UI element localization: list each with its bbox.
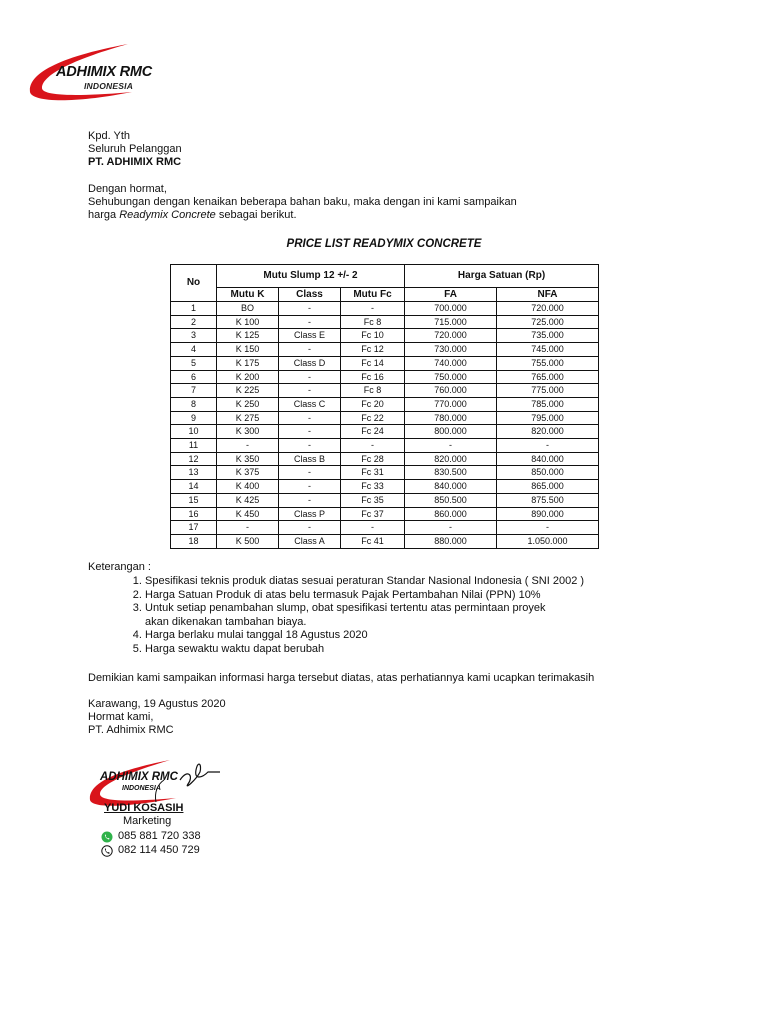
- cell-price-fa: 780.000: [405, 411, 497, 425]
- table-row: [171, 329, 599, 343]
- cell-price-nfa: 725.000: [497, 315, 599, 329]
- cell-class: Class C: [279, 397, 341, 411]
- intro-line-1: Sehubungan dengan kenaikan beberapa bahan baku, maka dengan ini kami sampaikan: [88, 196, 517, 208]
- cell-mutu-fc: Fc 12: [341, 343, 405, 357]
- price-list-title: PRICE LIST READYMIX CONCRETE: [286, 238, 482, 250]
- cell-price-fa: 800.000: [405, 425, 497, 439]
- cell-no: 9: [171, 411, 217, 425]
- cell-mutu-fc: Fc 14: [341, 356, 405, 370]
- note-item-continuation: akan dikenakan tambahan biaya.: [145, 615, 307, 628]
- cell-no: 17: [171, 521, 217, 535]
- signer-role: Marketing: [123, 815, 172, 827]
- cell-class: -: [279, 521, 341, 535]
- cell-mutu-fc: Fc 31: [341, 466, 405, 480]
- cell-no: 3: [171, 329, 217, 343]
- table-row: [171, 480, 599, 494]
- table-row: [171, 521, 599, 535]
- cell-mutu-fc: Fc 35: [341, 493, 405, 507]
- cell-price-fa: 740.000: [405, 356, 497, 370]
- cell-no: 2: [171, 315, 217, 329]
- note-item: 5. Harga sewaktu waktu dapat berubah: [145, 643, 625, 657]
- cell-no: 18: [171, 534, 217, 548]
- company-logo-subtitle: INDONESIA: [84, 81, 134, 91]
- cell-price-nfa: 850.000: [497, 466, 599, 480]
- cell-no: 10: [171, 425, 217, 439]
- signature-stamp-name: ADHIMIX RMC: [100, 771, 178, 783]
- cell-no: 16: [171, 507, 217, 521]
- cell-mutu-k: K 375: [217, 466, 279, 480]
- cell-mutu-k: K 100: [217, 315, 279, 329]
- recipient-line-2: Seluruh Pelanggan: [88, 143, 182, 155]
- cell-mutu-k: K 200: [217, 370, 279, 384]
- whatsapp-icon: [101, 831, 113, 843]
- table-row: [171, 302, 599, 316]
- cell-class: Class B: [279, 452, 341, 466]
- cell-mutu-fc: Fc 16: [341, 370, 405, 384]
- cell-class: -: [279, 315, 341, 329]
- whatsapp-number: 085 881 720 338: [118, 830, 201, 842]
- company-logo-name: ADHIMIX RMC: [56, 64, 153, 80]
- cell-no: 15: [171, 493, 217, 507]
- cell-class: -: [279, 425, 341, 439]
- cell-class: -: [279, 370, 341, 384]
- cell-mutu-fc: Fc 22: [341, 411, 405, 425]
- cell-price-nfa: 720.000: [497, 302, 599, 316]
- cell-no: 4: [171, 343, 217, 357]
- table-row: [171, 370, 599, 384]
- cell-no: 1: [171, 302, 217, 316]
- cell-price-nfa: 1.050.000: [497, 534, 599, 548]
- cell-price-nfa: 785.000: [497, 397, 599, 411]
- cell-price-nfa: 840.000: [497, 452, 599, 466]
- cell-class: -: [279, 343, 341, 357]
- cell-price-nfa: -: [497, 521, 599, 535]
- cell-class: -: [279, 466, 341, 480]
- cell-class: Class E: [279, 329, 341, 343]
- cell-price-fa: 730.000: [405, 343, 497, 357]
- col-header-no: No: [171, 265, 217, 302]
- cell-mutu-k: K 225: [217, 384, 279, 398]
- cell-mutu-k: K 500: [217, 534, 279, 548]
- intro-line-2-post: sebagai berikut.: [215, 209, 297, 221]
- cell-no: 12: [171, 452, 217, 466]
- cell-price-nfa: 820.000: [497, 425, 599, 439]
- intro-line-2-pre: harga: [88, 209, 120, 221]
- cell-mutu-k: K 450: [217, 507, 279, 521]
- table-row: [171, 356, 599, 370]
- cell-class: -: [279, 384, 341, 398]
- cell-price-nfa: 735.000: [497, 329, 599, 343]
- recipient-company: PT. ADHIMIX RMC: [88, 156, 182, 168]
- intro-product-name: Readymix Concrete: [119, 209, 216, 221]
- cell-mutu-k: K 150: [217, 343, 279, 357]
- cell-price-nfa: 765.000: [497, 370, 599, 384]
- cell-price-fa: 760.000: [405, 384, 497, 398]
- cell-no: 7: [171, 384, 217, 398]
- cell-price-nfa: -: [497, 439, 599, 453]
- cell-mutu-k: K 425: [217, 493, 279, 507]
- cell-mutu-fc: Fc 37: [341, 507, 405, 521]
- cell-price-nfa: 865.000: [497, 480, 599, 494]
- cell-mutu-k: K 250: [217, 397, 279, 411]
- note-item: [145, 602, 625, 629]
- cell-mutu-k: -: [217, 439, 279, 453]
- cell-price-nfa: 875.500: [497, 493, 599, 507]
- col-header-nfa: NFA: [497, 288, 599, 302]
- cell-mutu-fc: Fc 20: [341, 397, 405, 411]
- table-row: [171, 439, 599, 453]
- note-item-text: Untuk setiap penambahan slump, obat spesifikasi tertentu atas permintaan proyek: [145, 602, 546, 614]
- table-row: [171, 384, 599, 398]
- cell-price-fa: 820.000: [405, 452, 497, 466]
- note-item: 2. Harga Satuan Produk di atas belu termasuk Pajak Pertambahan Nilai (PPN) 10%: [145, 589, 625, 603]
- col-header-mutu-slump: Mutu Slump 12 +/- 2: [217, 265, 405, 288]
- cell-class: Class A: [279, 534, 341, 548]
- cell-no: 14: [171, 480, 217, 494]
- price-table: [170, 264, 599, 549]
- cell-mutu-k: K 400: [217, 480, 279, 494]
- cell-mutu-k: K 350: [217, 452, 279, 466]
- cell-price-fa: 830.500: [405, 466, 497, 480]
- cell-mutu-k: K 125: [217, 329, 279, 343]
- cell-class: Class D: [279, 356, 341, 370]
- cell-mutu-fc: Fc 8: [341, 384, 405, 398]
- cell-class: -: [279, 480, 341, 494]
- cell-mutu-fc: Fc 41: [341, 534, 405, 548]
- col-header-harga: Harga Satuan (Rp): [405, 265, 599, 288]
- cell-mutu-fc: -: [341, 302, 405, 316]
- cell-price-fa: 850.500: [405, 493, 497, 507]
- signature-stamp-subtitle: INDONESIA: [122, 785, 161, 792]
- recipient-line-1: Kpd. Yth: [88, 130, 130, 142]
- cell-class: -: [279, 411, 341, 425]
- cell-class: -: [279, 439, 341, 453]
- cell-mutu-k: BO: [217, 302, 279, 316]
- cell-no: 13: [171, 466, 217, 480]
- cell-mutu-fc: -: [341, 521, 405, 535]
- col-header-mutu-k: Mutu K: [217, 288, 279, 302]
- table-row: [171, 452, 599, 466]
- cell-price-fa: 720.000: [405, 329, 497, 343]
- greeting: Dengan hormat,: [88, 183, 167, 195]
- cell-mutu-fc: Fc 24: [341, 425, 405, 439]
- note-item: 4. Harga berlaku mulai tanggal 18 Agustus 2020: [145, 629, 625, 643]
- table-row: [171, 466, 599, 480]
- cell-mutu-k: K 300: [217, 425, 279, 439]
- table-row: [171, 425, 599, 439]
- notes-list: [127, 575, 625, 656]
- cell-mutu-fc: Fc 8: [341, 315, 405, 329]
- cell-price-fa: 840.000: [405, 480, 497, 494]
- phone-icon: [101, 845, 113, 857]
- signing-company: PT. Adhimix RMC: [88, 724, 174, 736]
- intro-line-2: [88, 209, 297, 222]
- cell-class: -: [279, 493, 341, 507]
- cell-mutu-fc: Fc 33: [341, 480, 405, 494]
- cell-mutu-fc: Fc 10: [341, 329, 405, 343]
- cell-price-nfa: 745.000: [497, 343, 599, 357]
- cell-mutu-fc: -: [341, 439, 405, 453]
- cell-no: 11: [171, 439, 217, 453]
- col-header-class: Class: [279, 288, 341, 302]
- cell-price-fa: 770.000: [405, 397, 497, 411]
- cell-mutu-k: -: [217, 521, 279, 535]
- signer-name: YUDI KOSASIH: [104, 802, 184, 814]
- cell-mutu-k: K 275: [217, 411, 279, 425]
- cell-price-fa: -: [405, 439, 497, 453]
- cell-price-nfa: 795.000: [497, 411, 599, 425]
- cell-price-fa: 750.000: [405, 370, 497, 384]
- cell-class: -: [279, 302, 341, 316]
- cell-mutu-fc: Fc 28: [341, 452, 405, 466]
- cell-price-nfa: 755.000: [497, 356, 599, 370]
- cell-price-fa: 715.000: [405, 315, 497, 329]
- cell-no: 6: [171, 370, 217, 384]
- regards: Hormat kami,: [88, 711, 154, 723]
- table-row: [171, 507, 599, 521]
- phone-number: 082 114 450 729: [118, 844, 200, 856]
- cell-no: 8: [171, 397, 217, 411]
- table-row: [171, 493, 599, 507]
- col-header-fa: FA: [405, 288, 497, 302]
- cell-mutu-k: K 175: [217, 356, 279, 370]
- table-row: [171, 343, 599, 357]
- cell-price-fa: 860.000: [405, 507, 497, 521]
- notes-label: Keterangan :: [88, 561, 151, 573]
- cell-price-fa: 880.000: [405, 534, 497, 548]
- table-row: [171, 315, 599, 329]
- closing-text: Demikian kami sampaikan informasi harga tersebut diatas, atas perhatiannya kami ucapkan terimakasih: [88, 672, 595, 684]
- cell-class: Class P: [279, 507, 341, 521]
- place-date: Karawang, 19 Agustus 2020: [88, 698, 226, 710]
- cell-no: 5: [171, 356, 217, 370]
- col-header-mutu-fc: Mutu Fc: [341, 288, 405, 302]
- table-row: [171, 411, 599, 425]
- cell-price-nfa: 775.000: [497, 384, 599, 398]
- table-row: [171, 534, 599, 548]
- cell-price-fa: 700.000: [405, 302, 497, 316]
- table-row: [171, 397, 599, 411]
- cell-price-fa: -: [405, 521, 497, 535]
- cell-price-nfa: 890.000: [497, 507, 599, 521]
- note-item: 1. Spesifikasi teknis produk diatas sesuai peraturan Standar Nasional Indonesia ( SNI 2002 ): [145, 575, 625, 589]
